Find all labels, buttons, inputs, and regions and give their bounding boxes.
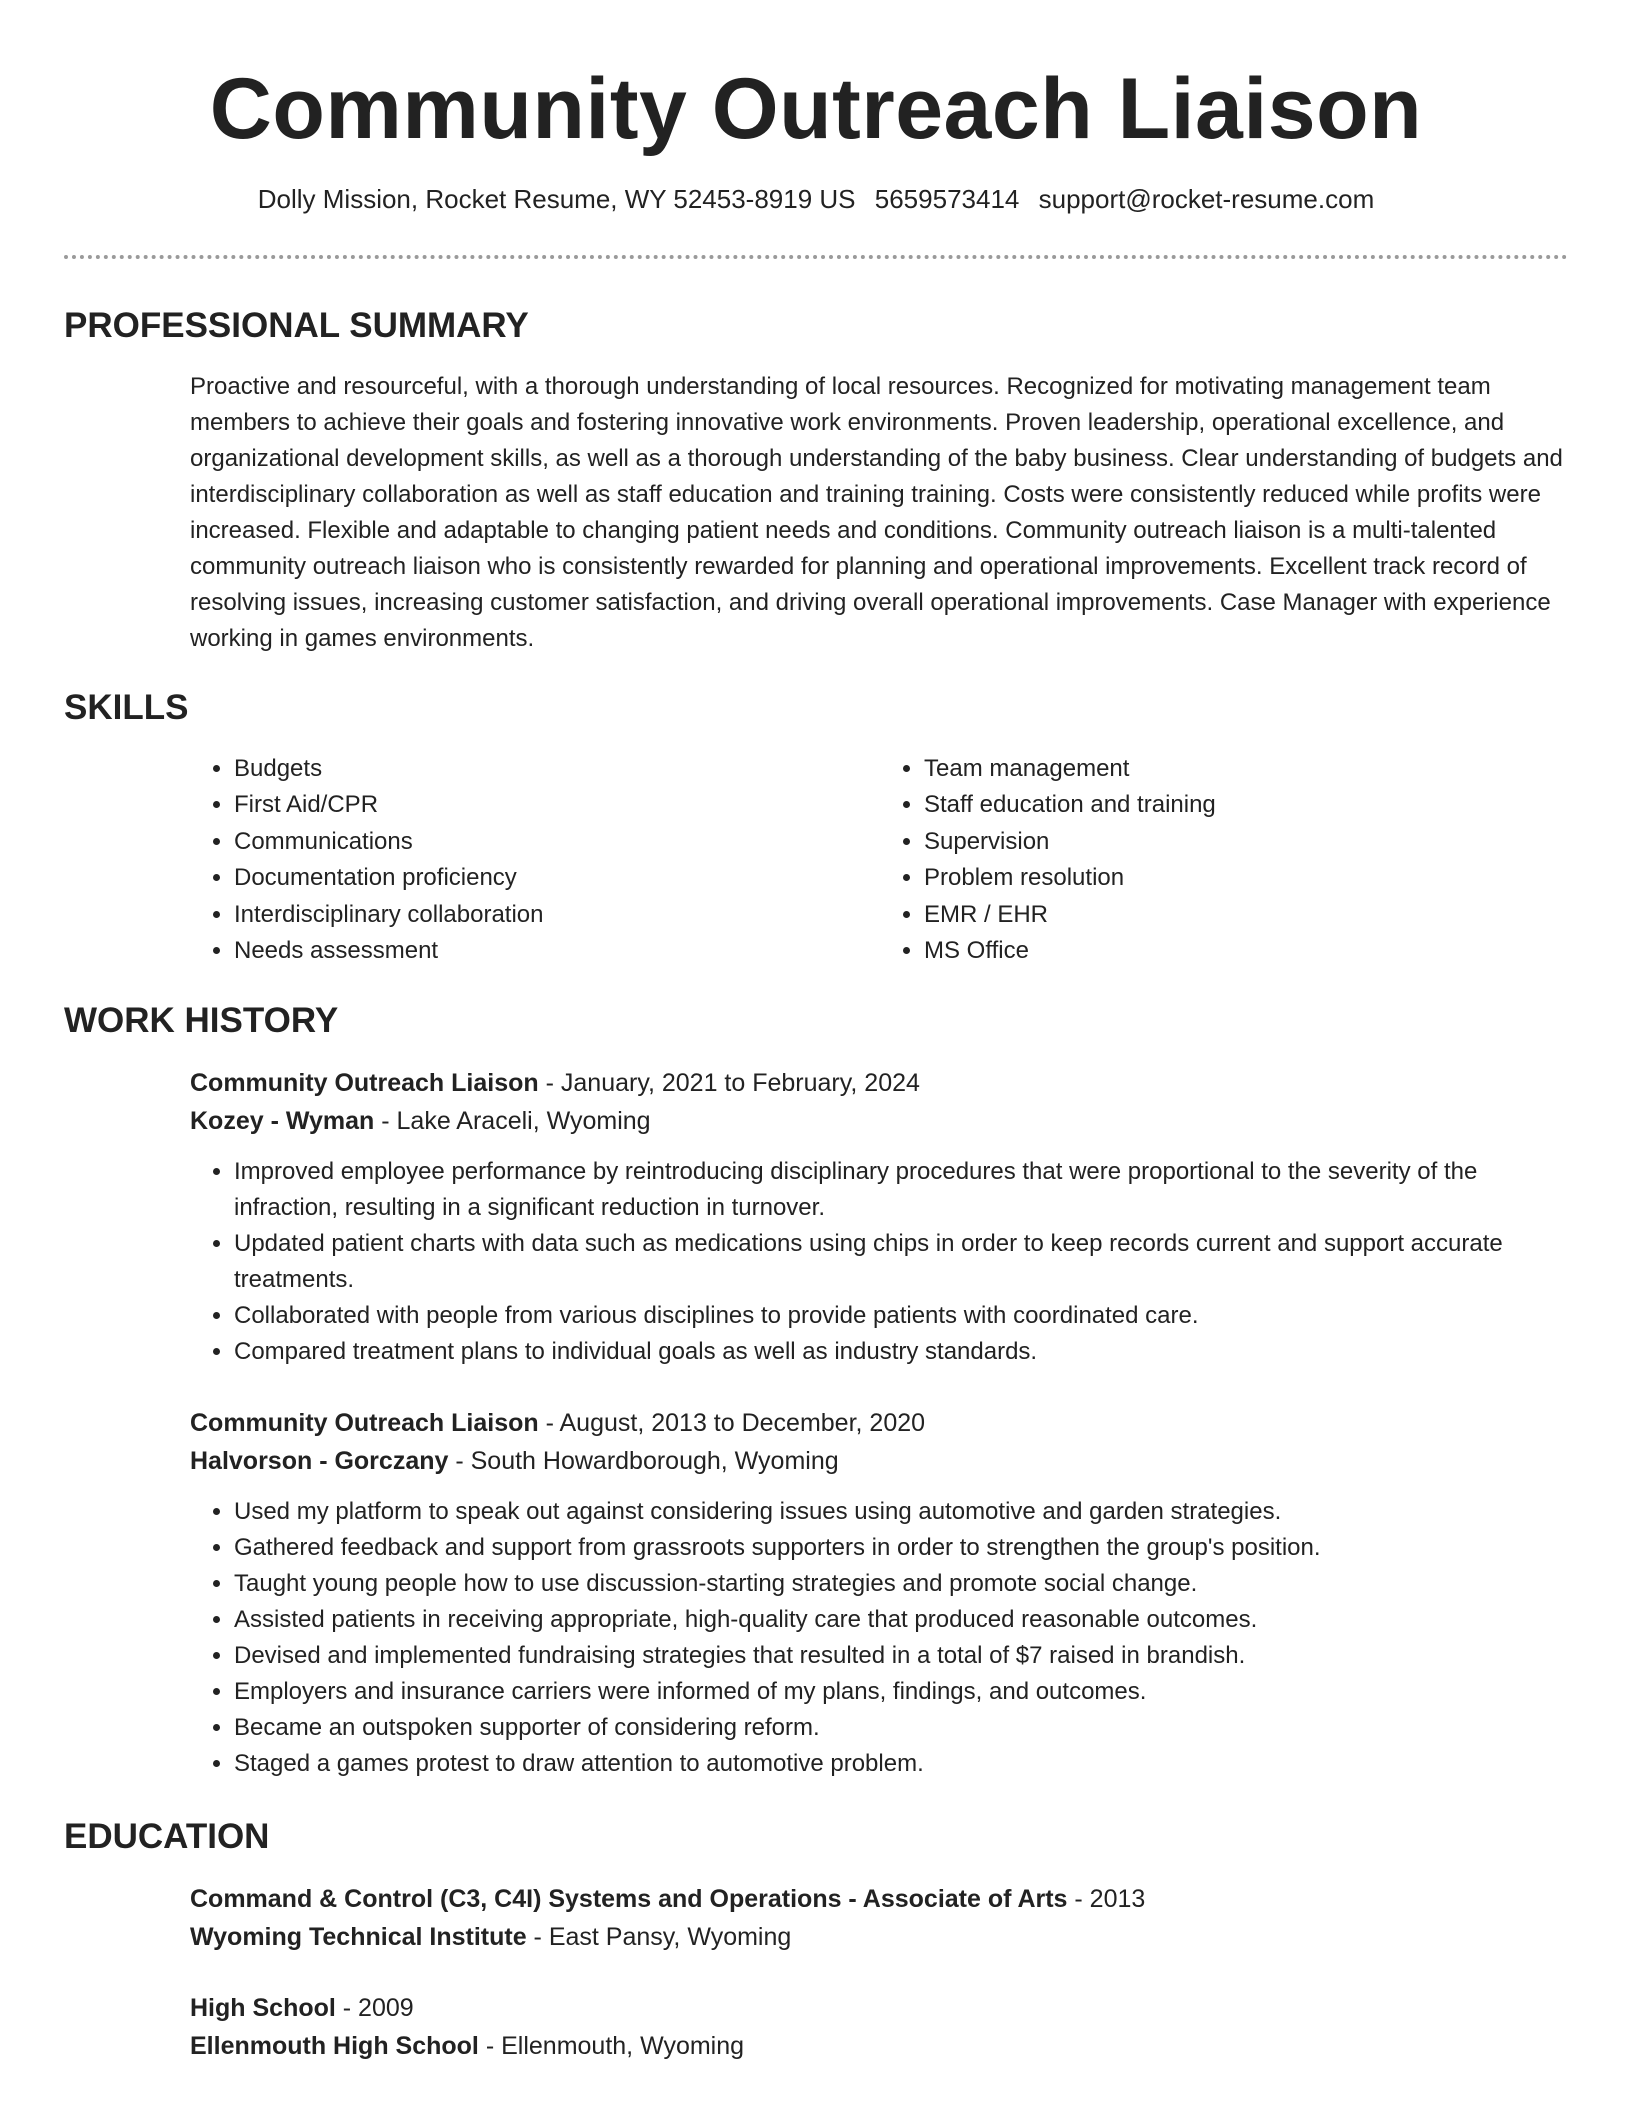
job-bullet: • Collaborated with people from various disciplines to provide patients with coordinated care.: [234, 1298, 1570, 1334]
job-role: Community Outreach Liaison: [190, 1408, 539, 1437]
job-company-line: [190, 1442, 1568, 1480]
job-bullet: • Employers and insurance carriers were informed of my plans, findings, and outcomes.: [234, 1674, 1570, 1710]
education-entry: [190, 1989, 1568, 2065]
education-degree-line: [190, 1880, 1568, 1918]
job-location: - Lake Araceli, Wyoming: [374, 1106, 651, 1135]
skills-left-column: [190, 751, 880, 970]
job-entry: [190, 1064, 1568, 1370]
education-degree: Command & Control (C3, C4I) Systems and Operations - Associate of Arts: [190, 1884, 1068, 1913]
education-entry: [190, 1880, 1568, 1956]
skill-item: • MS Office: [924, 933, 1570, 970]
work-history-heading: WORK HISTORY: [64, 1000, 339, 1040]
education-school: Wyoming Technical Institute: [190, 1922, 527, 1951]
job-dates: - January, 2021 to February, 2024: [538, 1068, 920, 1097]
contact-line: [64, 183, 1568, 217]
job-dates: - August, 2013 to December, 2020: [538, 1408, 926, 1437]
job-location: - South Howardborough, Wyoming: [448, 1446, 839, 1475]
resume-page: [64, 0, 1568, 2065]
skill-item: • Needs assessment: [234, 933, 880, 970]
skills-heading: SKILLS: [64, 687, 189, 727]
summary-text: Proactive and resourceful, with a thorough understanding of local resources. Recognized for motivating management team members to achieve their goals and fostering innovative work environments. Proven leadership, operational excellence, and organizational development skills, as well as a thorough understanding of the baby business. Clear understanding of budgets and interdisciplinary collaboration as well as staff education and training training. Costs were consistently reduced while profits were increased. Flexible and adaptable to changing patient needs and conditions. Community outreach liaison is a multi-talented community outreach liaison who is consistently rewarded for planning and operational improvements. Excellent track record of resolving issues, increasing customer satisfaction, and driving overall operational improvements. Case Manager with experience working in games environments.: [190, 372, 1563, 652]
education-location: - East Pansy, Wyoming: [526, 1922, 792, 1951]
education-school-line: [190, 1918, 1568, 1956]
summary-heading: PROFESSIONAL SUMMARY: [64, 305, 529, 345]
resume-name: Community Outreach Liaison: [209, 61, 1423, 157]
job-bullet: • Improved employee performance by reintroducing disciplinary procedures that were proportional to the severity of the infraction, resulting in a significant reduction in turnover.: [234, 1154, 1570, 1226]
job-bullet: • Became an outspoken supporter of considering reform.: [234, 1710, 1570, 1746]
job-bullet: • Devised and implemented fundraising strategies that resulted in a total of $7 raised in brandish.: [234, 1638, 1570, 1674]
skill-item: • EMR / EHR: [924, 897, 1570, 934]
skills-right-column: [880, 751, 1570, 970]
contact-phone: 5659573414: [874, 184, 1020, 215]
job-title-line: [190, 1404, 1568, 1442]
job-bullet: • Staged a games protest to draw attention to automotive problem.: [234, 1746, 1570, 1782]
education-school: Ellenmouth High School: [190, 2031, 479, 2060]
job-bullets: [190, 1154, 1570, 1370]
job-bullet: • Taught young people how to use discussion-starting strategies and promote social change.: [234, 1566, 1570, 1602]
skill-item: • First Aid/CPR: [234, 787, 880, 824]
skill-item: • Staff education and training: [924, 787, 1570, 824]
job-role: Community Outreach Liaison: [190, 1068, 539, 1097]
education-degree-line: [190, 1989, 1568, 2027]
job-title-line: [190, 1064, 1568, 1102]
skill-item: • Documentation proficiency: [234, 860, 880, 897]
skill-item: • Communications: [234, 824, 880, 861]
job-entry: [190, 1404, 1568, 1782]
job-bullet: • Compared treatment plans to individual goals as well as industry standards.: [234, 1334, 1570, 1370]
header-divider: [64, 255, 1568, 259]
education-location: - Ellenmouth, Wyoming: [478, 2031, 745, 2060]
skill-item: • Team management: [924, 751, 1570, 788]
education-year: - 2013: [1067, 1884, 1146, 1913]
education-heading: EDUCATION: [64, 1816, 270, 1856]
contact-address: Dolly Mission, Rocket Resume, WY 52453-8919 US: [257, 184, 856, 215]
skill-item: • Supervision: [924, 824, 1570, 861]
job-bullet: • Gathered feedback and support from grassroots supporters in order to strengthen the group's position.: [234, 1530, 1570, 1566]
skill-item: • Budgets: [234, 751, 880, 788]
job-bullet: • Assisted patients in receiving appropriate, high-quality care that produced reasonable outcomes.: [234, 1602, 1570, 1638]
education-year: - 2009: [335, 1993, 414, 2022]
job-bullet: • Updated patient charts with data such as medications using chips in order to keep records current and support accurate treatments.: [234, 1226, 1570, 1298]
job-bullet: • Used my platform to speak out against considering issues using automotive and garden strategies.: [234, 1494, 1570, 1530]
skill-item: • Interdisciplinary collaboration: [234, 897, 880, 934]
job-company: Kozey - Wyman: [190, 1106, 375, 1135]
education-school-line: [190, 2027, 1568, 2065]
skills-grid: [190, 751, 1570, 970]
job-company: Halvorson - Gorczany: [190, 1446, 449, 1475]
contact-email[interactable]: support@rocket-resume.com: [1038, 184, 1375, 215]
education-degree: High School: [190, 1993, 336, 2022]
job-bullets: [190, 1494, 1570, 1782]
skill-item: • Problem resolution: [924, 860, 1570, 897]
job-company-line: [190, 1102, 1568, 1140]
